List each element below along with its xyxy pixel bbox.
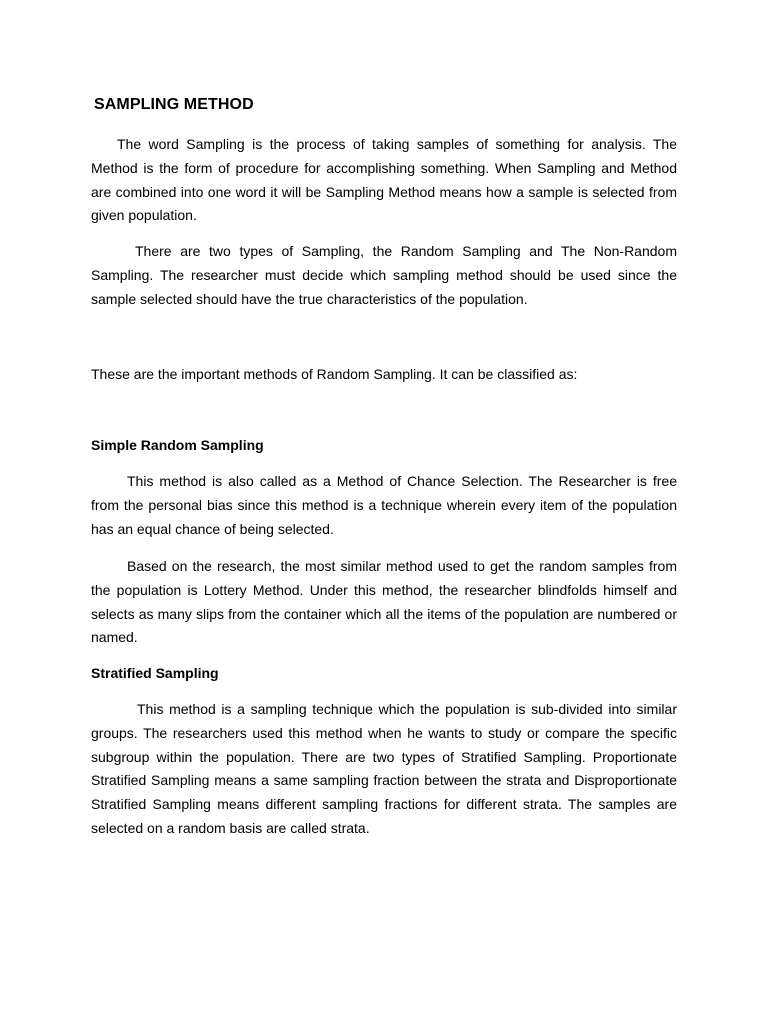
intro-paragraph-2: There are two types of Sampling, the Random Sampling and The Non-Random Sampling. The researcher must decide which sampling method should be used since the sample selected should have the true characteristics of the population. bbox=[91, 243, 677, 307]
intro-paragraph-1: The word Sampling is the process of taking samples of something for analysis. The Method is the form of procedure for accomplishing something. When Sampling and Method are combined into one word it will be Sampling Method means how a sample is selected from given population. bbox=[91, 136, 677, 224]
document-title: SAMPLING METHOD bbox=[94, 96, 254, 113]
random-sampling-intro: These are the important methods of Random Sampling. It can be classified as: bbox=[91, 366, 578, 382]
section-heading-stratified-sampling: Stratified Sampling bbox=[91, 665, 219, 681]
simple-random-paragraph-1: This method is also called as a Method of Chance Selection. The Researcher is free from the personal bias since this method is a technique wherein every item of the population has an equal chance of being selected. bbox=[91, 473, 677, 537]
section-heading-simple-random-sampling: Simple Random Sampling bbox=[91, 437, 264, 453]
stratified-paragraph-1: This method is a sampling technique which the population is sub-divided into similar groups. The researchers used this method when he wants to study or compare the specific subgroup within the population. There are two types of Stratified Sampling. Proportionate Stratified Sampling means a same sampling fraction between the strata and Disproportionate Stratified Sampling means different sampling fractions for different strata. The samples are selected on a random basis are called strata. bbox=[91, 701, 677, 836]
simple-random-paragraph-2: Based on the research, the most similar method used to get the random samples from the population is Lottery Method. Under this method, the researcher blindfolds himself and selects as many slips from the container which all the items of the population are numbered or named. bbox=[91, 558, 677, 646]
